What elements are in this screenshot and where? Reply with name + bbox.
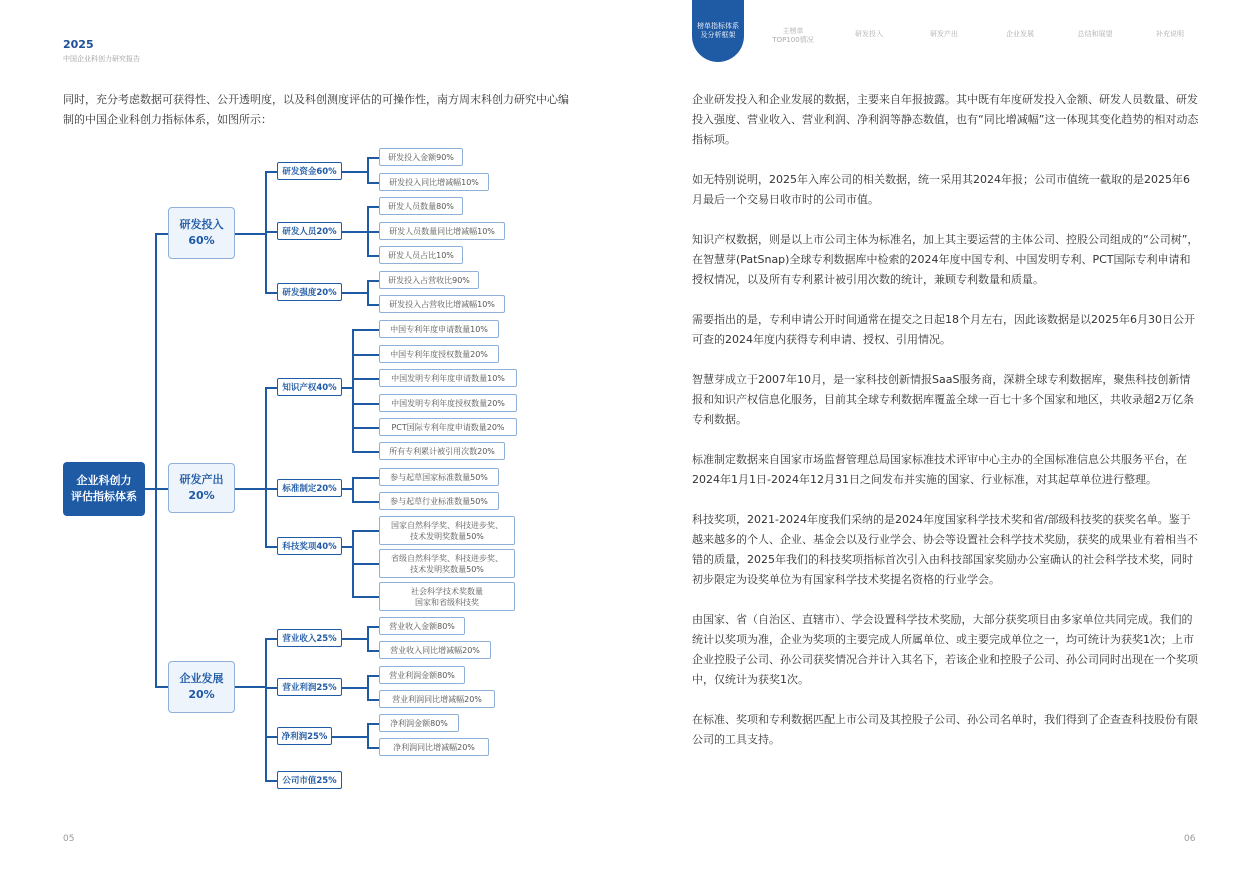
page-number-right: 06: [1184, 834, 1196, 844]
l2-node: 研发强度20%: [277, 283, 342, 301]
l3-node: 营业利润同比增减幅20%: [379, 690, 495, 708]
l3-node: 净利润同比增减幅20%: [379, 738, 489, 756]
tree-root-line2: 评估指标体系: [71, 490, 137, 503]
l3-node: 研发投入占营收比90%: [379, 271, 479, 289]
nav-tab-enterprise-development[interactable]: 企业发展: [1006, 30, 1034, 38]
l2-node: 净利润25%: [277, 727, 332, 745]
tree-root: [63, 462, 145, 516]
right-page: [630, 0, 1260, 882]
l3-node: 中国专利年度申请数量10%: [379, 320, 499, 338]
l3-node: 参与起草国家标准数量50%: [379, 468, 499, 486]
page-number-left: 05: [63, 834, 75, 844]
l1-rd-input: 研发投入 60%: [168, 207, 235, 259]
l3-node: PCT国际专利年度申请数量20%: [379, 418, 517, 436]
body-paragraph: 如无特别说明，2025年入库公司的相关数据，统一采用其2024年报；公司市值统一截取的是2025年6月最后一个交易日收市时的公司市值。: [692, 173, 1190, 206]
l3-node: 营业收入金额80%: [379, 617, 465, 635]
l3-node: 研发人员数量80%: [379, 197, 463, 215]
body-paragraph: 标准制定数据来自国家市场监督管理总局国家标准技术评审中心主办的全国标准信息公共服务平台，在2024年1月1日-2024年12月31日之间发布并实施的国家、行业标准，对其起草单位进行整理。: [692, 453, 1187, 486]
l3-node: 营业收入同比增减幅20%: [379, 641, 491, 659]
nav-tab-rd-output[interactable]: 研发产出: [930, 30, 958, 38]
l3-node: 所有专利累计被引用次数20%: [379, 442, 505, 460]
l2-node: 知识产权40%: [277, 378, 342, 396]
intro-paragraph: 同时，充分考虑数据可获得性、公开透明度，以及科创测度评估的可操作性，南方周末科创力研究中心编制的中国企业科创力指标体系，如图所示：: [63, 93, 569, 126]
l3-node: 国家自然科学奖、科技进步奖、 技术发明奖数量50%: [379, 516, 515, 545]
body-paragraph: 科技奖项，2021-2024年度我们采纳的是2024年度国家科学技术奖和省/部级科技奖的获奖名单。鉴于越来越多的个人、企业、基金会以及行业学会、协会等设置社会科学技术奖励，获奖的成果业有着相当不错的质量，2025年我们的科技奖项指标首次引入由科技部国家奖励办公室确认的社会科学技术奖，同时初步限定为设奖单位为有国家科学技术奖提名资格的行业学会。: [692, 513, 1198, 586]
l3-node: 研发投入占营收比增减幅10%: [379, 295, 505, 313]
l3-node: 研发投入同比增减幅10%: [379, 173, 489, 191]
nav-tab-rd-input[interactable]: 研发投入: [855, 30, 883, 38]
nav-tab-indicator-framework[interactable]: 榜单指标体系 及分析框架: [692, 0, 744, 62]
l3-node: 中国发明专利年度授权数量20%: [379, 394, 517, 412]
l1-enterprise-development: 企业发展 20%: [168, 661, 235, 713]
l3-node: 社会科学技术奖数量 国家和省级科技奖: [379, 582, 515, 611]
report-year: 2025: [63, 38, 94, 51]
l3-node: 净利润金额80%: [379, 714, 459, 732]
l3-node: 营业利润金额80%: [379, 666, 465, 684]
l3-node: 研发人员占比10%: [379, 246, 463, 264]
l3-node: 研发人员数量同比增减幅10%: [379, 222, 505, 240]
nav-tab-summary-outlook[interactable]: 总结和展望: [1077, 30, 1113, 38]
l2-node: 科技奖项40%: [277, 537, 342, 555]
body-paragraph: 需要指出的是，专利申请公开时间通常在提交之日起18个月左右，因此该数据是以2025年6月30日公开可查的2024年度内获得专利申请、授权、引用情况。: [692, 313, 1195, 346]
l3-node: 研发投入金额90%: [379, 148, 463, 166]
body-paragraph: 企业研发投入和企业发展的数据，主要来自年报披露。其中既有年度研发投入金额、研发人员数量、研发投入强度、营业收入、营业利润、净利润等静态数值，也有“同比增减幅”这一体现其变化趋势的相对动态指标项。: [692, 93, 1199, 146]
nav-tab-supplementary-notes[interactable]: 补充说明: [1156, 30, 1184, 38]
nav-tab-top100[interactable]: 主榜单 TOP100情况: [772, 27, 814, 44]
l2-node: 标准制定20%: [277, 479, 342, 497]
body-paragraph: 由国家、省（自治区、直辖市）、学会设置科学技术奖励，大部分获奖项目由多家单位共同完成。我们的统计以奖项为准，企业为奖项的主要完成人所属单位、或主要完成单位之一，均可统计为获奖1次；上市企业控股子公司、孙公司获奖情况合并计入其名下，若该企业和控股子公司、孙公司同时出现在一个奖项中，仅统计为获奖1次。: [692, 613, 1198, 686]
l1-rd-output: 研发产出 20%: [168, 463, 235, 513]
l2-node: 研发人员20%: [277, 222, 342, 240]
l3-node: 中国发明专利年度申请数量10%: [379, 369, 517, 387]
l2-node: 营业利润25%: [277, 678, 342, 696]
body-paragraph: 知识产权数据，则是以上市公司主体为标准名，加上其主要运营的主体公司、控股公司组成的“公司树”，在智慧芽(PatSnap)全球专利数据库中检索的2024年度中国专利、中国发明专利、PCT国际专利申请和授权情况，以及所有专利累计被引用次数的统计，兼顾专利数量和质量。: [692, 233, 1199, 286]
report-subtitle: 中国企业科创力研究报告: [63, 55, 140, 63]
tree-root-line1: 企业科创力: [76, 474, 132, 487]
body-paragraph: 在标准、奖项和专利数据匹配上市公司及其控股子公司、孙公司名单时，我们得到了企查查科技股份有限公司的工具支持。: [692, 713, 1198, 746]
l3-node: 中国专利年度授权数量20%: [379, 345, 499, 363]
l3-node: 参与起草行业标准数量50%: [379, 492, 499, 510]
l2-node: 营业收入25%: [277, 629, 342, 647]
l3-node: 省级自然科学奖、科技进步奖、 技术发明奖数量50%: [379, 549, 515, 578]
body-paragraph: 智慧芽成立于2007年10月，是一家科技创新情报SaaS服务商，深耕全球专利数据库，聚焦科技创新情报和知识产权信息化服务，目前其全球专利数据库覆盖全球一百七十多个国家和地区，共收录超2万亿条专利数据。: [692, 373, 1194, 426]
l2-node: 研发资金60%: [277, 162, 342, 180]
l2-node: 公司市值25%: [277, 771, 342, 789]
